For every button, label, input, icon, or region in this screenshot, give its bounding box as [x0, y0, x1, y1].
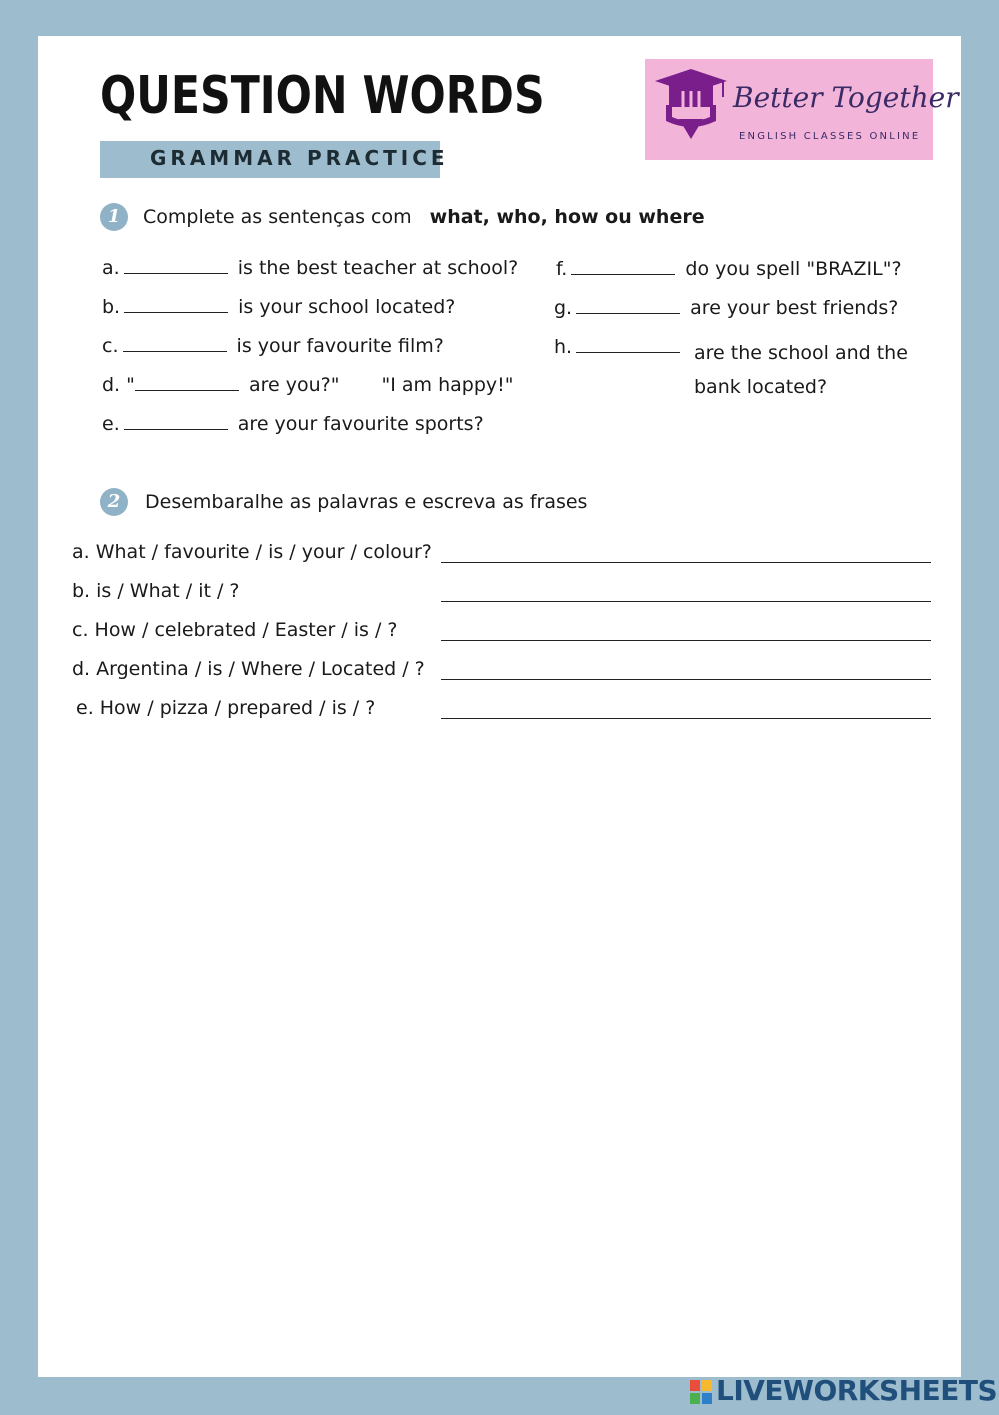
question-f: [556, 258, 902, 280]
answer-blank-f[interactable]: [571, 260, 675, 275]
question-text: is the best teacher at school?: [237, 257, 519, 279]
question-text: is your favourite film?: [236, 335, 444, 357]
question-b: [102, 296, 455, 318]
logo: [645, 59, 959, 160]
answer-line-c[interactable]: [441, 640, 931, 641]
question-h: [554, 336, 684, 358]
question-text: are you?": [248, 374, 340, 396]
footer-brand: [690, 1374, 997, 1407]
question-h-text-2: bank located?: [694, 376, 828, 398]
question-letter: d.: [102, 374, 121, 396]
question-e: [102, 413, 484, 435]
question-text: is your school located?: [238, 296, 456, 318]
answer-line-d[interactable]: [441, 679, 931, 680]
page-subtitle: GRAMMAR PRACTICE: [150, 146, 449, 170]
logo-tagline: ENGLISH CLASSES ONLINE: [739, 131, 921, 142]
question-letter: b.: [102, 296, 121, 318]
worksheet-page: [38, 36, 961, 1377]
section-1-number: 1: [100, 203, 128, 231]
answer-blank-d[interactable]: [135, 376, 239, 391]
question-answer-example: "I am happy!": [381, 374, 514, 396]
answer-blank-b[interactable]: [124, 298, 228, 313]
question-letter: h.: [554, 336, 573, 358]
answer-line-a[interactable]: [441, 562, 931, 563]
liveworksheets-logo-icon: [690, 1380, 712, 1404]
page-title: QUESTION WORDS: [100, 66, 545, 126]
section-2-instruction: Desembaralhe as palavras e escreva as frases: [145, 491, 588, 513]
graduation-cap-icon: [653, 67, 729, 151]
answer-line-b[interactable]: [441, 601, 931, 602]
question-letter: f.: [556, 258, 568, 280]
answer-line-e[interactable]: [441, 718, 931, 719]
question-quote: ": [126, 374, 135, 396]
instruction-text: Complete as sentenças com: [143, 206, 412, 228]
scramble-item-c: c. How / celebrated / Easter / is / ?: [72, 619, 398, 641]
answer-blank-e[interactable]: [124, 415, 228, 430]
question-letter: a.: [102, 257, 120, 279]
question-text: are your favourite sports?: [237, 413, 484, 435]
scramble-item-e: e. How / pizza / prepared / is / ?: [76, 697, 376, 719]
section-1-instruction: [143, 206, 705, 228]
answer-blank-c[interactable]: [123, 337, 227, 352]
question-d: [102, 374, 514, 396]
scramble-item-d: d. Argentina / is / Where / Located / ?: [72, 658, 425, 680]
question-h-text: are the school and the: [694, 342, 908, 364]
scramble-item-b: b. is / What / it / ?: [72, 580, 240, 602]
instruction-words: what, who, how ou where: [429, 206, 705, 228]
logo-name: Better Together: [733, 81, 959, 114]
scramble-item-a: a. What / favourite / is / your / colour?: [72, 541, 432, 563]
question-letter: c.: [102, 335, 119, 357]
answer-blank-g[interactable]: [576, 299, 680, 314]
question-text: are your best friends?: [690, 297, 899, 319]
footer-brand-text: LIVEWORKSHEETS: [716, 1374, 998, 1407]
answer-blank-h[interactable]: [576, 338, 680, 353]
question-g: [554, 297, 898, 319]
question-letter: g.: [554, 297, 573, 319]
question-letter: e.: [102, 413, 120, 435]
section-2-number: 2: [100, 488, 128, 516]
question-a: [102, 257, 518, 279]
answer-blank-a[interactable]: [124, 259, 228, 274]
question-text: do you spell "BRAZIL"?: [685, 258, 902, 280]
question-c: [102, 335, 444, 357]
